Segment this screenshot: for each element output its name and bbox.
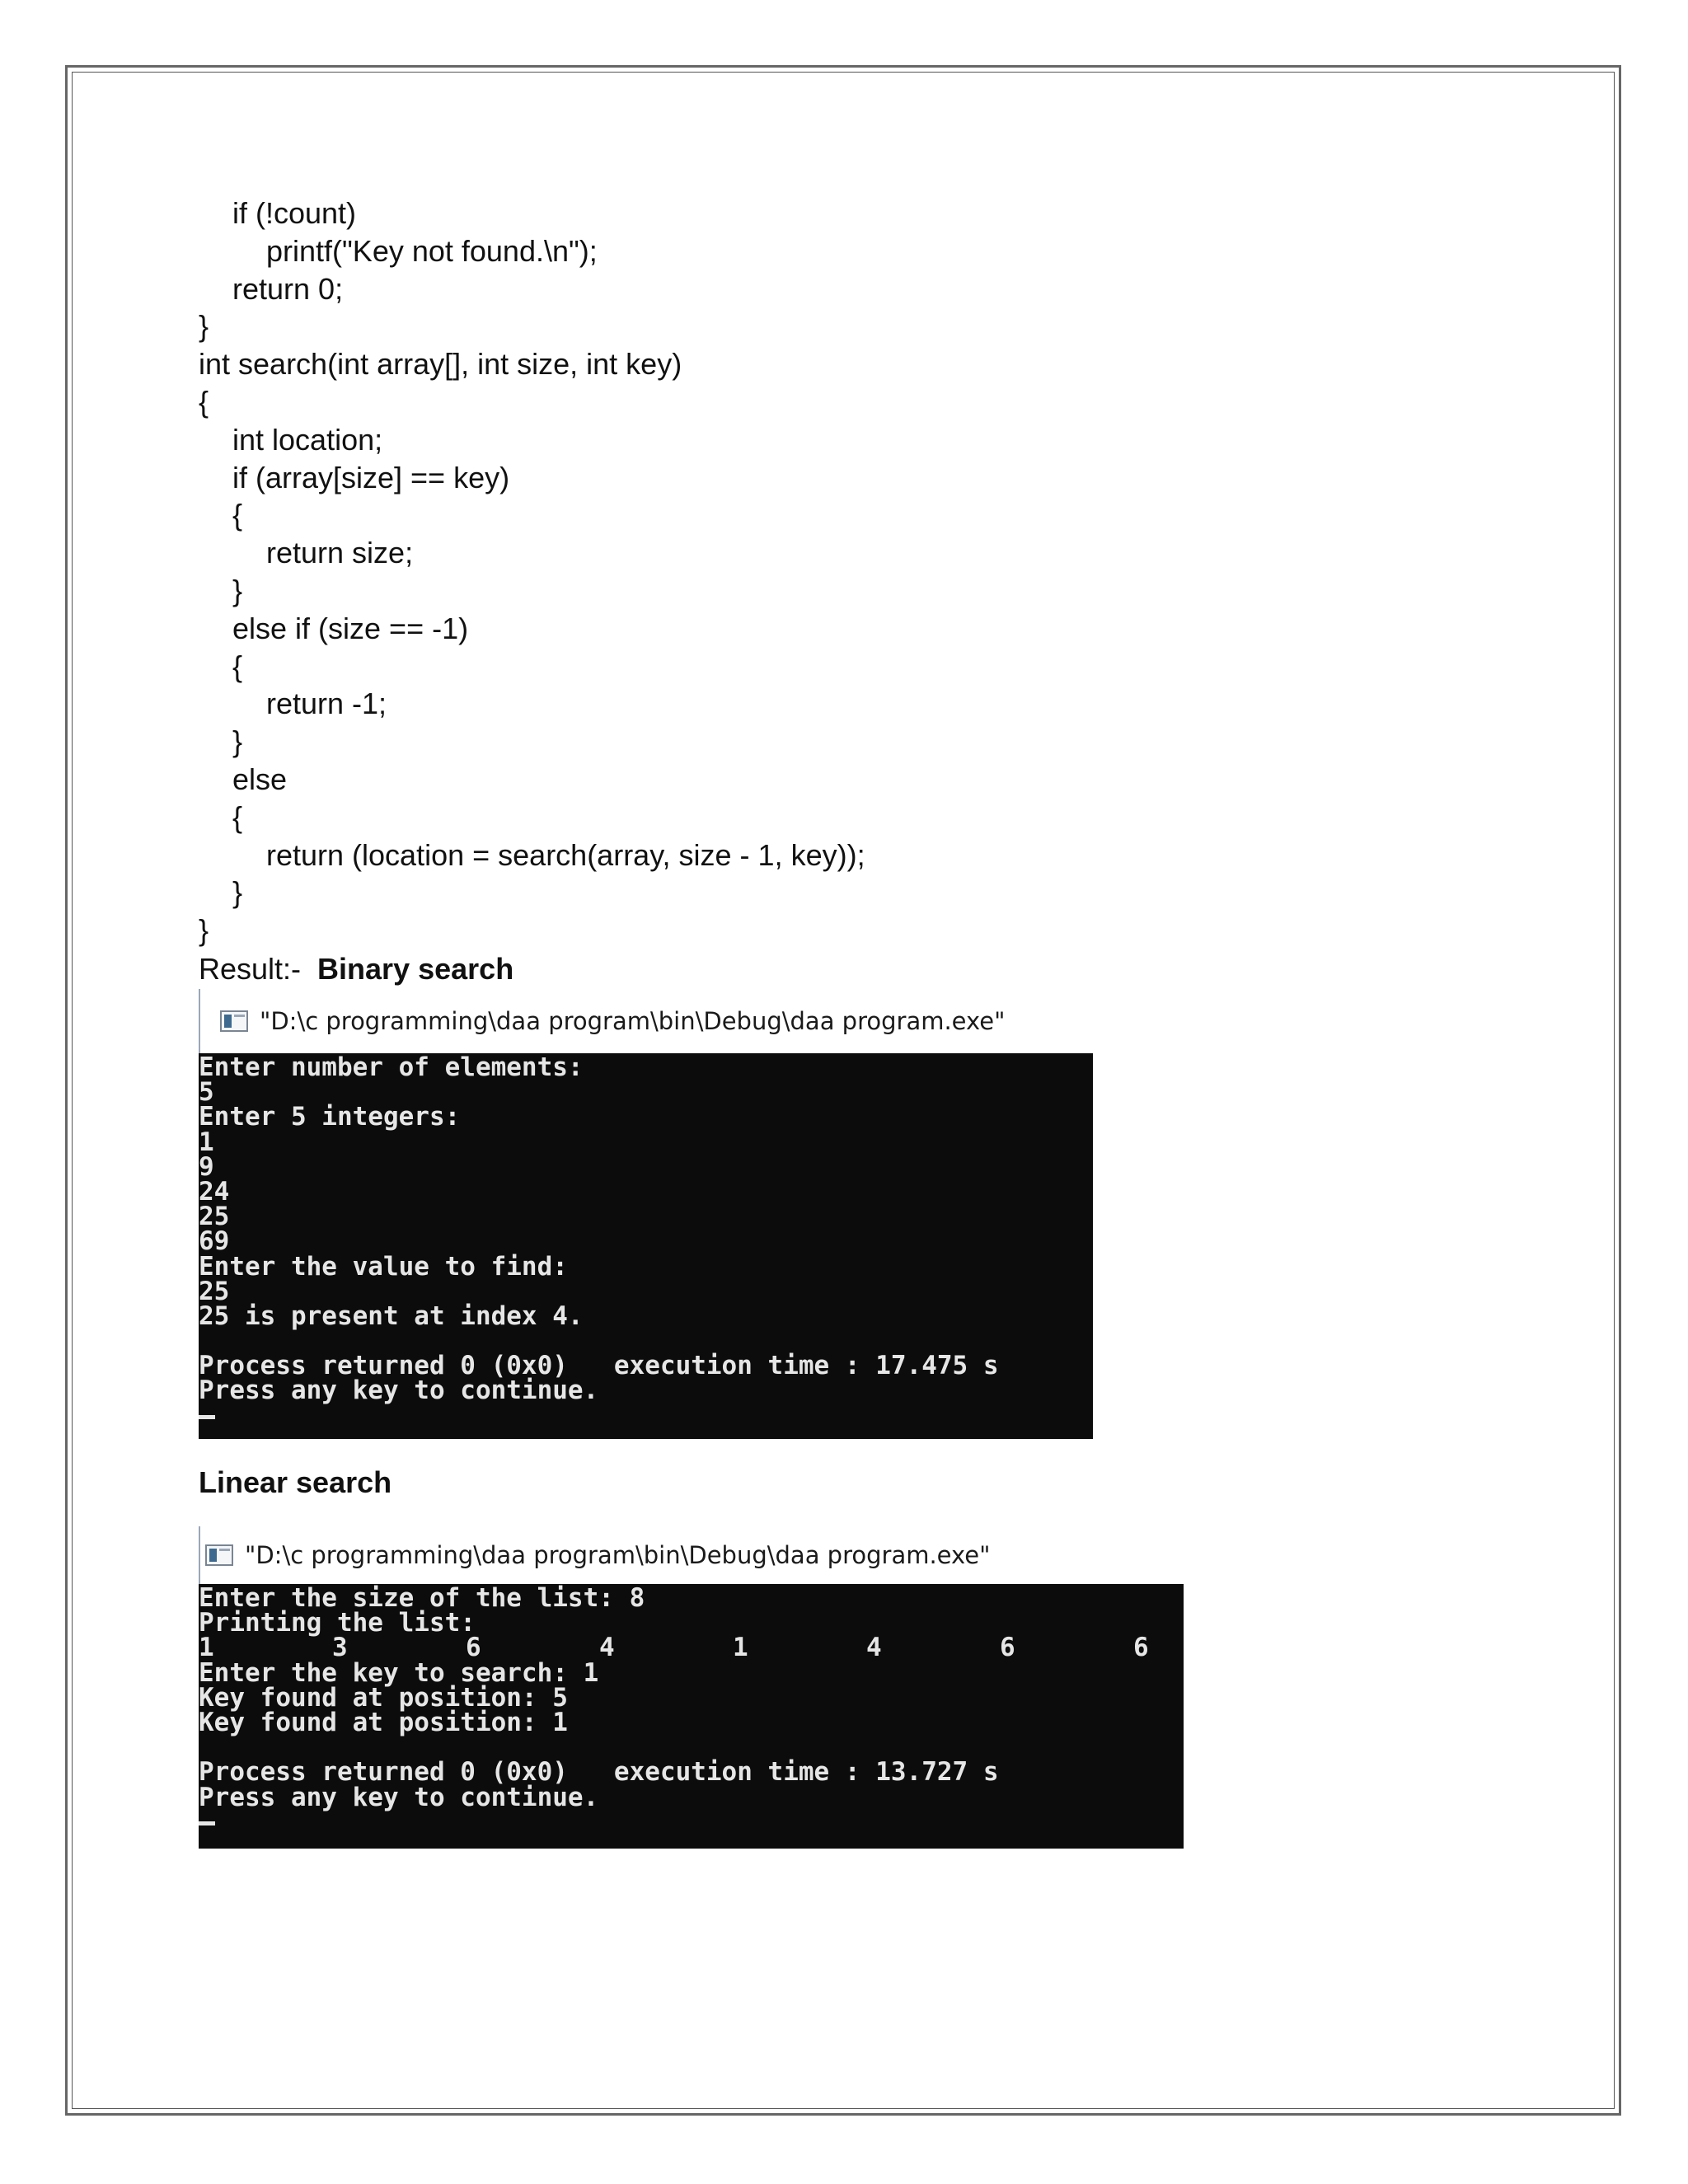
console-line: 24 [199,1176,230,1207]
code-line: printf("Key not found.\n"); [266,233,598,268]
console-line [199,1329,1093,1353]
code-line: return (location = search(array, size - 1, key)); [266,837,865,872]
list-value: 4 [599,1633,615,1663]
code-line: { [232,799,243,834]
console-line: 5 [199,1077,214,1108]
console-title-bar [199,1526,1184,1584]
console-window-icon [205,1544,233,1566]
binary-console-window [199,989,1093,1439]
console-cursor [199,1821,215,1825]
console-line: Enter the key to search: 1 [199,1657,599,1688]
code-line: else [232,762,288,796]
console-cursor [199,1415,215,1419]
code-line: int location; [232,422,383,457]
console-line: 25 [199,1276,230,1306]
console-line: Key found at position: 1 [199,1707,568,1737]
code-line: if (!count) [232,196,357,230]
code-line: { [199,384,209,419]
code-line: } [232,724,243,759]
code-line: return 0; [232,271,344,306]
code-listing [199,194,865,949]
result-prefix: Result:- [199,952,318,986]
console-title: "D:\c programming\daa program\bin\Debug\daa program.exe" [260,1007,1006,1035]
console-line: Enter the value to find: [199,1251,568,1282]
console-line: Press any key to continue. [199,1376,599,1406]
code-line: { [232,498,243,532]
console-line: Process returned 0 (0x0) execution time : 17.475 s [199,1351,999,1381]
console-title-bar [199,989,1093,1053]
console-line: Enter 5 integers: [199,1102,461,1132]
console-line: Press any key to continue. [199,1782,599,1812]
console-title: "D:\c programming\daa program\bin\Debug\daa program.exe" [245,1541,991,1569]
code-line: } [199,309,209,344]
console-window-icon [220,1010,248,1032]
list-value: 6 [466,1633,481,1663]
code-line: if (array[size] == key) [232,460,510,494]
console-line: 9 [199,1151,214,1182]
console-line: 69 [199,1226,230,1257]
list-value: 6 [1133,1633,1149,1663]
console-line: Enter number of elements: [199,1053,584,1082]
code-line: int search(int array[], int size, int key) [199,347,682,382]
console-line: 1 [199,1127,214,1157]
code-line: { [232,649,243,683]
code-line: return size; [266,536,414,570]
console-line: 25 is present at index 4. [199,1301,584,1331]
console-line: Process returned 0 (0x0) execution time : 13.727 s [199,1757,999,1788]
code-line: else if (size == -1) [232,611,469,645]
code-line: } [199,913,209,948]
console-line: 25 [199,1202,230,1232]
code-line: return -1; [266,687,387,721]
console-line: Printing the list: [199,1608,476,1638]
list-value: 1 [199,1633,214,1663]
binary-search-label: Binary search [317,952,514,986]
list-value: 6 [1000,1633,1015,1663]
code-line: } [232,875,243,910]
linear-console-output [199,1584,1184,1849]
console-cursor-line [199,1810,1184,1835]
console-line: Enter the size of the list: 8 [199,1584,645,1613]
binary-console-output [199,1053,1093,1439]
console-line: Key found at position: 5 [199,1682,568,1713]
linear-console-window [199,1526,1184,1849]
code-line: } [232,573,243,607]
result-heading [199,951,513,987]
list-value: 4 [866,1633,882,1663]
linear-search-label: Linear search [199,1465,392,1499]
console-list-row [199,1633,1184,1663]
list-value: 1 [733,1633,748,1663]
console-cursor-line [199,1404,1093,1428]
console-line [199,1735,1184,1760]
list-value: 3 [332,1633,348,1663]
